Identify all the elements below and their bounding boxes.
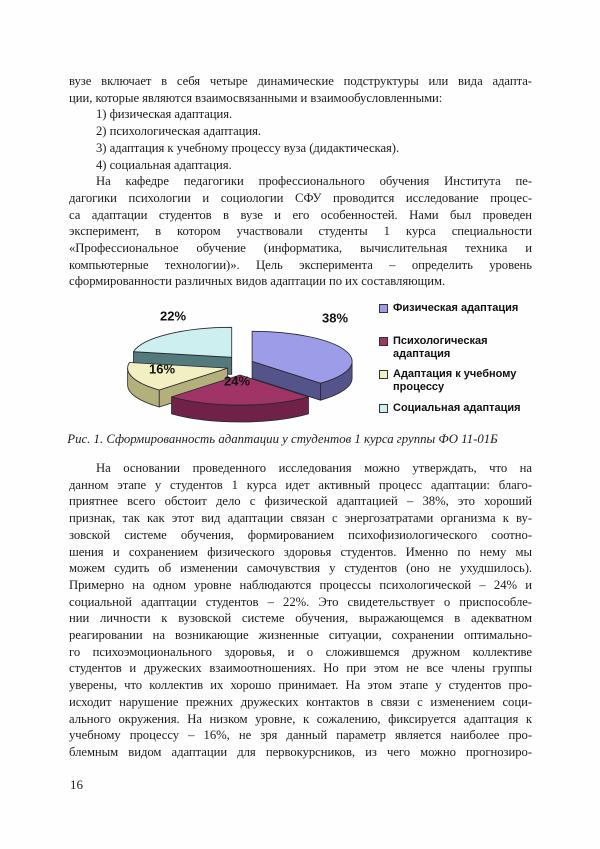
legend-item-physical — [379, 302, 537, 315]
legend-item-educational — [379, 368, 537, 394]
legend-swatch-social — [379, 404, 388, 413]
text-line: сформированности различных видов адаптации по их составляющим. — [69, 274, 446, 289]
page-number: 16 — [70, 777, 83, 792]
text-line: го психоэмоционального здоровья, и о сложившемся дружном коллективе — [69, 644, 532, 659]
text-line: уверены, что коллектив их хорошо принимает. На этом этапе у студентов про- — [69, 678, 532, 693]
text-line: студентов и дружеских взаимоотношениях. Но при этом не все члены группы — [69, 661, 532, 676]
paragraph-results — [69, 460, 532, 761]
text-line: 3) адаптация к учебному процессу вуза (дидактическая). — [96, 140, 400, 155]
legend-label: Социальная адаптация — [393, 402, 521, 414]
legend-label: Адаптация к учебному процессу — [393, 368, 517, 393]
text-line: дагогики психологии и социологии СФУ проводится исследование процес- — [69, 190, 532, 205]
text-line: 2) психологическая адаптация. — [96, 124, 262, 139]
text-line: «Профессиональное обучение (информатика, вычислительная техника и — [69, 241, 532, 256]
paragraph-intro — [69, 73, 532, 106]
text-line: шения и сохранением физического здоровья студентов. Именно по нему мы — [69, 544, 532, 559]
legend-label: Физическая адаптация — [393, 302, 519, 314]
text-line: 4) социальная адаптация. — [96, 157, 232, 172]
adaptation-types-list — [69, 106, 532, 173]
pie-slice-face — [133, 327, 231, 357]
text-line: данном этапе у студентов 1 курса идет активный процесс адаптации: благо- — [69, 477, 532, 492]
text-line: вузе включает в себя четыре динамические подструктуры или вида адапта- — [69, 74, 532, 88]
text-line: блемным видом адаптации для первокурсников, из чего можно прогнозиро- — [69, 744, 532, 759]
body-text-top — [69, 73, 532, 290]
text-line: можем судить об изменении самочувствия у студентов (оно не ухудшилось). — [69, 561, 532, 576]
text-line: учебному процессу – 16%, не зря данный параметр является наиболее про- — [69, 728, 532, 743]
text-line: социальной адаптации студентов – 22%. Это свидетельствует о приспособле- — [69, 594, 532, 609]
text-line: эксперимент, в котором участвовали студенты 1 курса специальности — [69, 224, 532, 239]
text-line: На основании проведенного исследования можно утверждать, что на — [96, 461, 532, 475]
text-line: са адаптации студентов в вузе и его особенностей. Нами был проведен — [69, 207, 532, 222]
pie-chart-figure — [0, 295, 600, 430]
text-line: ального окружения. На низком уровне, к сожалению, фиксируется адаптация к — [69, 711, 532, 726]
chart-legend — [379, 302, 537, 435]
pie-percent-label: 16% — [148, 361, 176, 377]
legend-swatch-educational — [379, 370, 388, 379]
pie-percent-label: 24% — [223, 373, 251, 389]
legend-item-social — [379, 402, 537, 415]
text-line: На кафедре педагогики профессионального обучения Института пе- — [96, 174, 532, 189]
text-line: нии личности к вузовской системе обучения, выражающемся в адекватном — [69, 611, 532, 626]
text-line: приятнее всего обстоит дело с физической адаптацией – 38%, это хороший — [69, 494, 532, 509]
text-line: зовской системе обучения, формированием психофизиологического соотно- — [69, 527, 532, 542]
text-line: Примерно на одном уровне наблюдаются процессы психологической – 24% и — [69, 577, 532, 592]
text-line: исходит нарушение прежних дружеских контактов в связи с изменением соци- — [69, 694, 532, 709]
pie-percent-label: 38% — [321, 310, 349, 326]
paragraph-experiment — [69, 173, 532, 290]
legend-swatch-physical — [379, 304, 388, 313]
text-line: реагировании на возникающие жизненные ситуации, сохранении оптимально- — [69, 628, 532, 643]
text-line: компьютерные технологии)». Цель эксперимента – определить уровень — [69, 257, 532, 272]
legend-label: Психологическая адаптация — [393, 335, 488, 360]
body-text-bottom — [69, 460, 532, 761]
legend-swatch-psychological — [379, 337, 388, 346]
legend-item-psychological — [379, 335, 537, 361]
text-line: признак, так как этот вид адаптации связан с энергозатратами организма к ву- — [69, 511, 532, 526]
text-line: 1) физическая адаптация. — [96, 107, 233, 122]
pie-percent-label: 22% — [159, 308, 187, 324]
text-line: ции, которые являются взаимосвязанными и взаимообусловленными: — [69, 90, 443, 105]
figure-caption: Рис. 1. Сформированность адаптации у студентов 1 курса группы ФО 11-01Б — [67, 432, 498, 446]
